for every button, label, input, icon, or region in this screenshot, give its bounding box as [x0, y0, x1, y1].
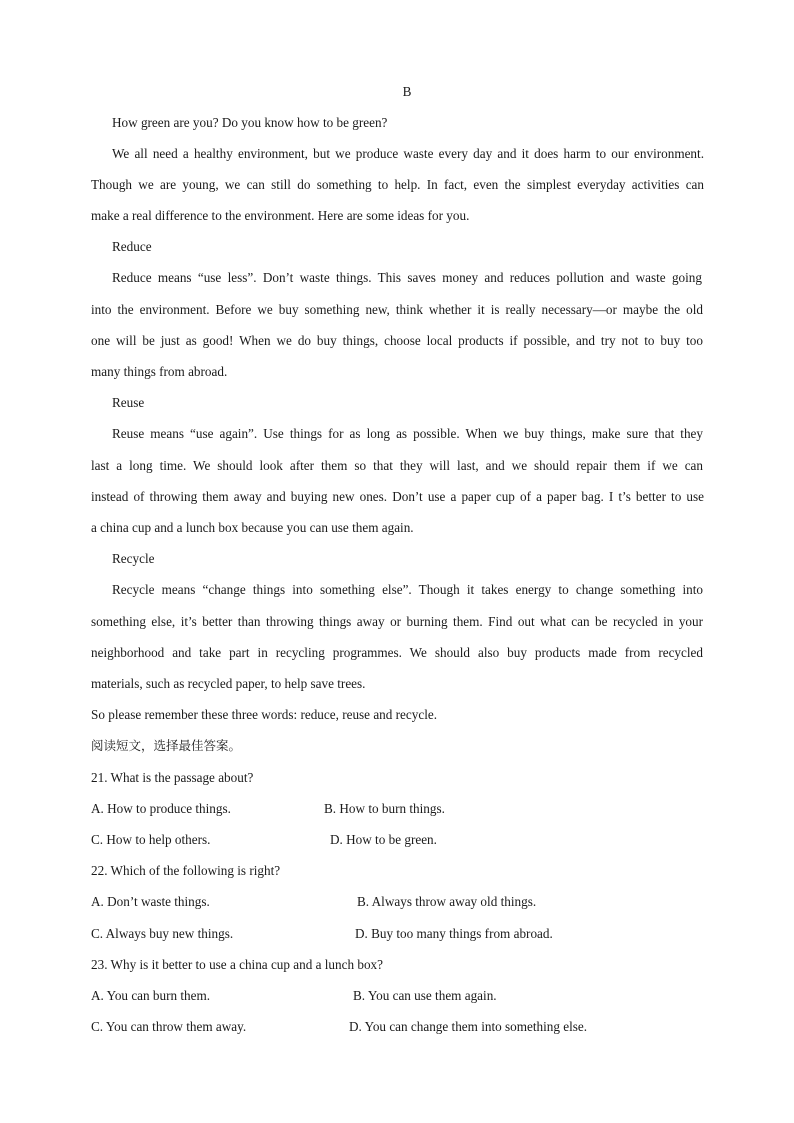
para1-line-2: Though we are young, we can still do something to help. In fact, even the simplest everyday activities can	[91, 177, 704, 192]
recycle-line-3: neighborhood and take part in recycling programmes. We should also buy products made from recycled	[91, 645, 703, 660]
reduce-line-3: one will be just as good! When we do buy things, choose local products if possible, and try not to buy too	[91, 333, 703, 348]
q21-option-a: A. How to produce things.	[91, 801, 231, 816]
closing-line: So please remember these three words: reduce, reuse and recycle.	[91, 707, 438, 722]
question-21: 21. What is the passage about?	[91, 770, 254, 785]
recycle-line-2: something else, it’s better than throwing things away or burning them. Find out what can be recycled in your	[91, 614, 703, 629]
recycle-line-1: Recycle means “change things into something else”. Though it takes energy to change something into	[112, 582, 703, 597]
q23-option-d: D. You can change them into something else.	[349, 1019, 588, 1034]
q22-option-a: A. Don’t waste things.	[91, 894, 210, 909]
reuse-line-1: Reuse means “use again”. Use things for as long as possible. When we buy things, make sure that they	[112, 426, 703, 441]
question-23: 23. Why is it better to use a china cup and a lunch box?	[91, 957, 383, 972]
reduce-line-4: many things from abroad.	[91, 364, 228, 379]
recycle-heading: Recycle	[112, 551, 155, 566]
reduce-line-1: Reduce means “use less”. Don’t waste things. This saves money and reduces pollution and waste going	[112, 270, 702, 285]
q22-option-c: C. Always buy new things.	[91, 926, 234, 941]
q21-option-b: B. How to burn things.	[324, 801, 445, 816]
instruction-line: 阅读短文，选择最佳答案。	[91, 738, 242, 753]
section-title: B	[402, 84, 412, 99]
reduce-line-2: into the environment. Before we buy something new, think whether it is really necessary—or maybe the old	[91, 302, 703, 317]
reuse-line-2: last a long time. We should look after them so that they will last, and we should repair them if we can	[91, 458, 703, 473]
para1-line-3: make a real difference to the environment. Here are some ideas for you.	[91, 208, 470, 223]
question-22: 22. Which of the following is right?	[91, 863, 281, 878]
q21-option-c: C. How to help others.	[91, 832, 211, 847]
q22-option-b: B. Always throw away old things.	[357, 894, 537, 909]
q23-option-a: A. You can burn them.	[91, 988, 211, 1003]
q22-option-d: D. Buy too many things from abroad.	[355, 926, 553, 941]
q23-option-b: B. You can use them again.	[353, 988, 497, 1003]
reuse-heading: Reuse	[112, 395, 145, 410]
recycle-line-4: materials, such as recycled paper, to help save trees.	[91, 676, 366, 691]
q21-option-d: D. How to be green.	[330, 832, 437, 847]
reduce-heading: Reduce	[112, 239, 152, 254]
reuse-line-4: a china cup and a lunch box because you can use them again.	[91, 520, 414, 535]
q23-option-c: C. You can throw them away.	[91, 1019, 247, 1034]
reuse-line-3: instead of throwing them away and buying new ones. Don’t use a paper cup of a paper bag. I t’s better to use	[91, 489, 704, 504]
intro-question: How green are you? Do you know how to be green?	[112, 115, 388, 130]
para1-line-1: We all need a healthy environment, but we produce waste every day and it does harm to our environment.	[112, 146, 704, 161]
